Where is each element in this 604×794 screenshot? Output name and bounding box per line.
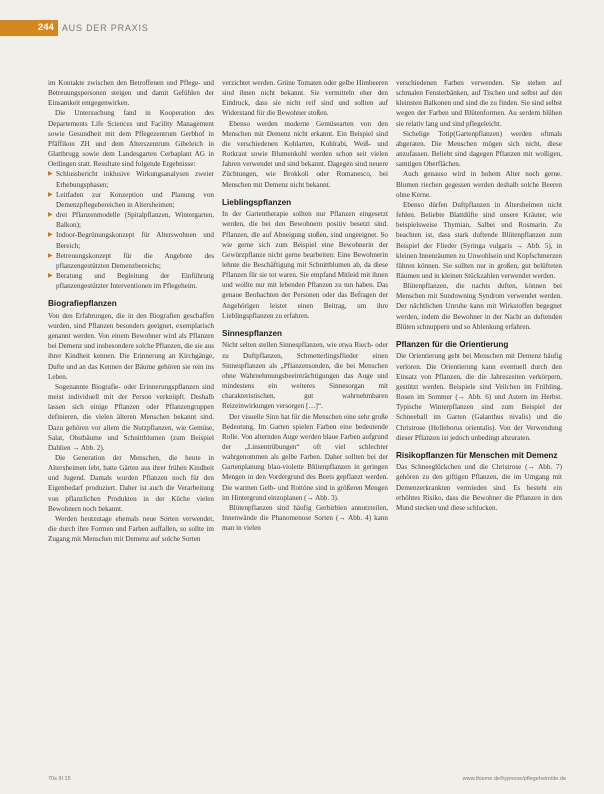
paragraph: Sogenannte Biografie- oder Erinnerungspflanzen sind meist individuell mit der Person verknüpft. Deshalb lassen sich einige Pflanzen oder Pflanzengruppen definieren, die vielen älteren Menschen bekannt sind. Dazu gehören vor allem die Nutzpflanzen, wie Gemüse, Salat, Obstbäume und Schnittblumen (zum Beispiel Dahlien → Abb. 2). (48, 382, 214, 452)
paragraph: verschiedenen Farben verwenden. Sie stehen auf schmalen Fensterbänken, auf Tischen und selbst auf den kleinsten Balkonen und sind die zu finden. Sie sind selbst wegen der Farben und Blütenformen. Au serdem blühen sie relativ lang und sind pflegeleicht. (396, 79, 562, 128)
result-list (48, 169, 214, 291)
list-item: ▶ Betreuungskonzept für die Angebote des pflanzengestützten Demenzbereichs; (48, 251, 214, 270)
paragraph: Von den Erfahrungen, die in den Biografien geschaffen wurden, sind Pflanzen besonders geeignet, exemplarisch genannt werden. Von einem Bewohner wird als Pflanzen bei Demenz und insbesondere solche Pflanzen, die sie aus ihrer Kindheit kennen. Die Erinnerung an Kirchgänge, Dufte und an das Kennen der Bäume gehören sie rein ins Leben. (48, 311, 214, 381)
list-item: ▶ Leitfaden zur Konzeption und Planung von Demenzpflegebereichen in Altersheimen; (48, 190, 214, 209)
paragraph: Auch genauso wird in hohem Alter noch gerne. Blumen riechen gegessen werden deshalb solche Beeren ohne Kerne. (396, 170, 562, 199)
list-item: ▶ Indoor-Begrünungskonzept für Alterswohnen und Bereich; (48, 231, 214, 250)
heading-lieblingspflanzen: Lieblingspflanzen (222, 197, 292, 207)
arrow-bullet-icon: ▶ (48, 191, 53, 198)
arrow-bullet-icon: ▶ (48, 232, 53, 239)
page-number: 244 (0, 20, 58, 36)
footer-issue: 70s III 15 (48, 776, 71, 782)
paragraph: Die Orientierung geht bei Menschen mit Demenz häufig verloren. Die Orientierung kann eventuell durch den Einsatz von Pflanzen, die die Jahreszeiten verkörpern, gestützt werden. Beispiele sind Veilchen im Frühling, Rosen im Sommer (→ Abb. 6) und Astern im Herbst. Typische Winterpflanzen sind zum Beispiel der Schneeball im Garten (Galanthus nivalis) und die Christrose (Helleborus orientalis). Von der Verwendung dieser Pflanzen ist jedoch unbedingt abzuraten. (396, 352, 562, 442)
paragraph: Die Generation der Menschen, die heute in Altersheimen lebt, hatte Gärten aus ihrer frühen Kindheit und Jugend. Damals wurden Pflanzen noch für den Eigenbedarf produziert. Daher ist auch die Verarbeitung von pflanzlichen Produkten in der Küche vielen Bewohnern noch bekannt. (48, 453, 214, 513)
paragraph: Blütenpflanzen sind häufig Gerbirbien annutzteilen, Innenwände die Phanomenose Sorten (→ Abb. 4) kann man in vielen (222, 503, 388, 533)
arrow-bullet-icon: ▶ (48, 212, 53, 219)
section-label: AUS DER PRAXIS (61, 23, 149, 33)
list-item: ▶ Beratung und Begleitung der Einführung pflanzengestützter Interventionen im Pflegeheim. (48, 271, 214, 291)
list-item: ▶ Schlussbericht inklusive Wirkungsanalysen zweier Erhebungsphasen; (48, 170, 214, 189)
heading-risikopflanzen: Risikopflanzen für Menschen mit Demenz (396, 450, 558, 460)
paragraph: Blütenpflanzen, die nachts duften, können bei Menschen mit Sundowning Syndrom verwendet werden. Der nächtlichen Unruhe kann mit Wirkstoffen begegnet werden, indem die Bewohner in der Nacht an duftenden Blüten schnuppern und so Ablenkung erfahren. (396, 282, 562, 331)
paragraph: Ebenso dürfen Duftpflanzen in Altersheimen nicht fehlen. Beliebte Blattdüfte sind unsere Kräuter, wie beispielsweise Thymian, Salbei und Rosmarin. Zu beachten ist, dass stark duftende Blütenpflanzen zum Beispiel der Flieder (Syringa vulgaris → Abb. 5), in kleinen Innenräumen zu Unwohlsein und Kopfschmerzen führen können. Sie sollten nur in großen, gut belüfteten Räumen und in kleinen Stückzahlen verwendet werden. (396, 200, 562, 280)
paragraph: Werden heutzutage ehemals neue Sorten verwendet, die durch ihre Formen und Farben auffallen, so sollte im Zugang mit Menschen mit Demenz auf solche Sorten (48, 514, 214, 544)
heading-biografiepflanzen: Biografiepflanzen (48, 299, 117, 309)
paragraph: verzichtet werden. Grüne Tomaten oder gelbe Himbeeren sind ihnen nicht bekannt. Sie vermitteln eher den Eindruck, dass sie nicht reif sind und sollten auf Widerstand für die Bewohner stoßen. (222, 79, 388, 118)
paragraph: im Kontakte zwischen den Betroffenen und Pflege- und Betreuungspersonen steigen und damit Gefühlen der Einsamkeit entgegenwirken. (48, 79, 214, 108)
paragraph: Nicht selten stellen Sinnespflanzen, wie etwa Riech- oder zu Duftpflanzen, Schmetterlingsflieder einen Sinnespflanzen als „Pflanzensonden, die bei Menschen ohne Wahrnehmungsbeeinträchtigungen das Auge und mindestens ein weiteres Sinnesorgan mit charakteristischen, gut wahrnehmbaren Reizeinwirkungen versorgen […]“. (222, 341, 388, 411)
page-header (0, 20, 149, 36)
column-2 (222, 78, 388, 533)
arrow-bullet-icon: ▶ (48, 272, 53, 279)
arrow-bullet-icon: ▶ (48, 252, 53, 259)
paragraph: Die Untersuchung fand in Kooperation des Departements Life Sciences und Facility Management sowie Gesundheit mit dem Pflegezentrum Gerbhof in Pfäffikon ZH und dem Alterszentrum Gibeleich in Glattbrugg sowie dem Landesgarten Cerbaplant AG in Oetlingen statt. Resultate sind folgende Ergebnisse: (48, 109, 214, 169)
column-1 (48, 78, 214, 544)
heading-sinnespflanzen: Sinnespflanzen (222, 328, 283, 338)
paragraph: Sichelige Totip(Gartenpflanzen) werden oftmals abgeraten. Die Menschen mögen sich nicht, diese anzufassen. Beliebt sind dagegen Pflanzen mit wolligen, samtigen Oberflächen. (396, 129, 562, 169)
column-3 (396, 78, 562, 513)
paragraph: Das Schneeglöckchen und die Christrose (→ Abb. 7) gehören zu den giftigen Pflanzen, die im Umgang mit Demenzerkrankten vermieden sind. Es besteht ein erhöhtes Risiko, dass die Bewohner die Pflanzen in den Mund stecken und diese schlucken. (396, 463, 562, 512)
heading-orientierung: Pflanzen für die Orientierung (396, 339, 509, 349)
footer-url: www.thieme.de/hypnose/pflegeheim/de.de (462, 776, 566, 782)
paragraph: Ebenso werden moderne Gemüsearten von den Menschen mit Demenz nicht erkannt. Ein Beispiel sind die verschiedenen Kohlarten, Kohlrabi, Weiß- und Rotkraut sowie Blumenkohl werden schon seit vielen Jahren verwendet und sind bekannt. Dagegen sind neuere Züchtungen, wie Brokkoli oder Romanesco, bei Menschen mit Demenz nicht bekannt. (222, 119, 388, 189)
arrow-bullet-icon: ▶ (48, 171, 53, 178)
paragraph: In der Gartentherapie sollten nur Pflanzen eingesetzt werden, die bei den Bewohnern positiv besetzt sind. Pflanzen, die auf Abneigung stoßen, sind ungeeignet. So wie gerne sich zum Beispiel eine Bewohnerin der Gewürzpflanze nicht gerne bearbeiten: Eine Bewohnerin lehnte die Beschäftigung mit Schnittblumen ab, da diese Pflanzen für sie tot waren. Sie empfand Mitleid mit ihnen und wollte nur mit lebenden Pflanzen zu tun haben. Das genaue Beobachten der Personen oder das Befragen der Angehörigen leistet einen Beitrag, um ihre Lieblingspflanzen zu erfahren. (222, 210, 388, 320)
list-item: ▶ drei Pflanzenmodelle (Spitalpflanzen, Wintergarten, Balkon); (48, 211, 214, 230)
paragraph: Der visuelle Sinn hat für die Menschen eine sehr große Bedeutung. Im Garten spielen Farben eine bedeutende Rolle. Von alternden Auge werden blaue Farben aufgrund der „Linsentrübungen“ oft viel schlechter wahrgenommen als gelbe Farben. Daher sollten bei der Gartenplanung blau-violette Blütenpflanzen in geringen Mengen in den Vordergrund des Beets gepflanzt werden. Die warmen Gelb- und Rottöne sind in größeren Mengen im Hintergrund einzuplanen (→ Abb. 3). (222, 412, 388, 502)
